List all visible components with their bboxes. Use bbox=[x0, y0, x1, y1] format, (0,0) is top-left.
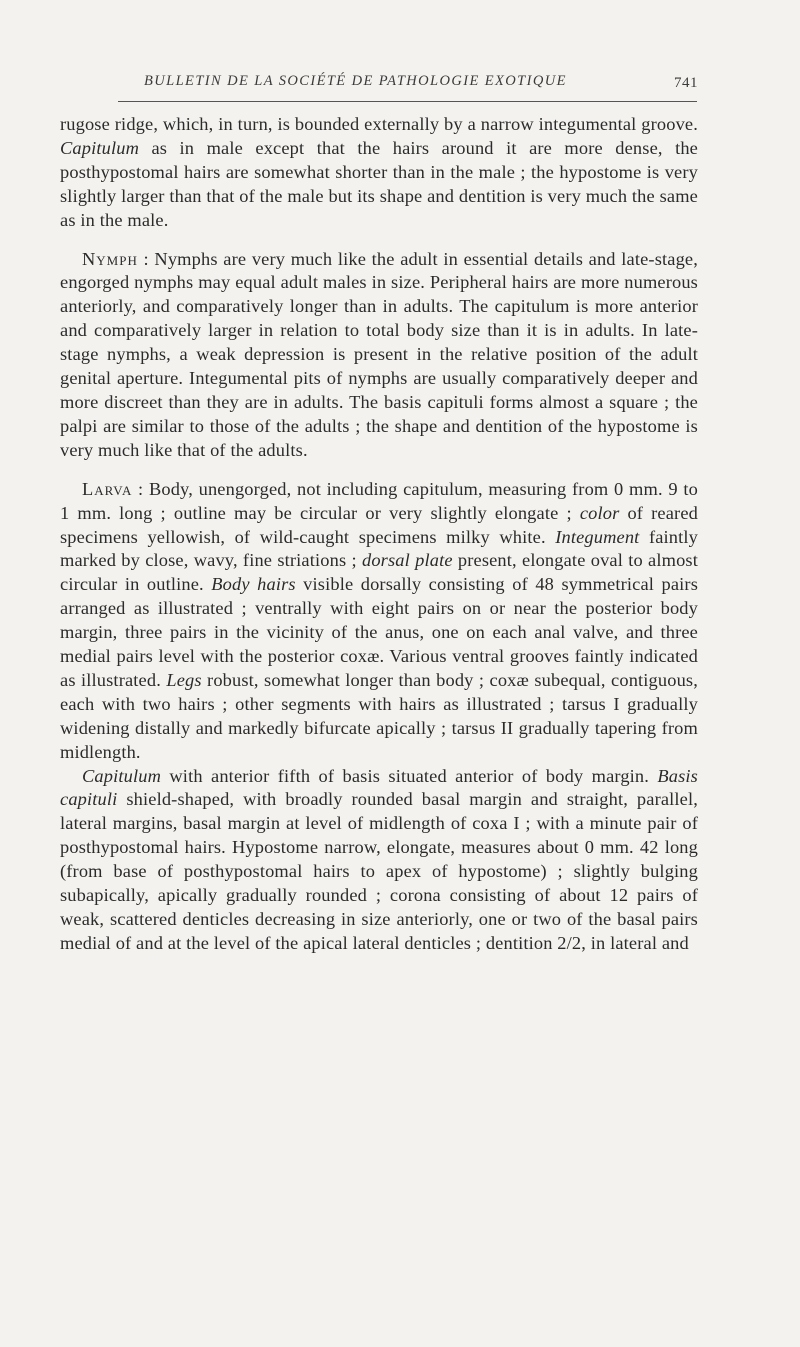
text-segment: : Nymphs are very much like the adult in essential details and late-stage, engorged nymphs may equal adult males in size. Peripheral hairs are more numerous anteriorly, and comparatively longer than in adults. The capitulum is more anterior and comparatively larger in relation to total body size than it is in adults. In late-stage nymphs, a weak depression is present in the relative position of the adult genital aperture. Integumental pits of nymphs are usually comparatively deeper and more discreet than they are in adults. The basis capituli forms almost a square ; the palpi are similar to those of the adults ; the shape and dentition of the hypostome is very much like that of the adults. bbox=[60, 248, 698, 460]
section-label-nymph: Nymph bbox=[82, 248, 138, 269]
term-dorsal-plate: dorsal plate bbox=[361, 550, 453, 571]
text-segment: present, elongate oval to almost circular in outline. bbox=[60, 550, 698, 595]
term-capitulum: Capitulum bbox=[82, 765, 162, 786]
text-segment: as in male except that the hairs around it are more dense, the posthypostomal hairs are somewhat shorter than in the male ; the hypostome is very slightly larger than that of the male but its shape and dentition is very much the same as in the male. bbox=[60, 137, 698, 230]
term-capitulum: Capitulum bbox=[60, 137, 140, 158]
paragraph-nymph bbox=[60, 248, 698, 463]
text-segment: rugose ridge, which, in turn, is bounded externally by a narrow integumental groove. bbox=[60, 114, 698, 134]
page-number: 741 bbox=[674, 75, 698, 91]
term-color: color bbox=[579, 502, 620, 523]
paragraph-adult-female-capitulum bbox=[60, 113, 698, 233]
text-segment: : Body, unengorged, not including capitulum, measuring from 0 mm. 9 to 1 mm. long ; outline may be circular or very slightly elongate ; bbox=[60, 478, 698, 523]
running-title: BULLETIN DE LA SOCIÉTÉ DE PATHOLOGIE EXOTIQUE bbox=[144, 73, 567, 89]
term-body-hairs: Body hairs bbox=[211, 574, 296, 595]
text-segment: visible dorsally consisting of 48 symmetrical pairs arranged as illustrated ; ventrally with eight pairs on or near the posterior body margin, three pairs in the vicinity of the anus, one on each anal valve, and three medial pairs level with the posterior coxæ. Various ventral grooves faintly indicated as illustrated. bbox=[60, 574, 699, 690]
paragraph-larva-capitulum bbox=[60, 765, 698, 956]
header-rule bbox=[118, 101, 697, 102]
text-segment: shield-shaped, with broadly rounded basal margin and straight, parallel, lateral margins, basal margin at level of midlength of coxa I ; with a minute pair of posthypostomal hairs. Hypostome narrow, elongate, measures about 0 mm. 42 long (from base of posthypostomal hairs to apex of hypostome) ; slightly bulging subapically, apically gradually rounded ; corona consisting of about 12 pairs of weak, scattered denticles decreasing in size anteriorly, one or two of the basal pairs medial of and at the level of the apical lateral denticles ; dentition 2/2, in lateral and bbox=[60, 789, 698, 953]
paragraph-larva bbox=[60, 478, 698, 765]
article-body bbox=[60, 113, 698, 956]
term-legs: Legs bbox=[166, 669, 202, 690]
term-integument: Integument bbox=[555, 526, 640, 547]
section-label-larva: Larva bbox=[82, 478, 133, 499]
text-segment: robust, somewhat longer than body ; coxæ subequal, contiguous, each with two hairs ; other segments with hairs as illustrated ; tarsus I gradually widening distally and markedly bifurcate apically ; tarsus II gradually tapering from midlength. bbox=[60, 669, 698, 762]
running-header bbox=[118, 73, 698, 97]
text-segment: with anterior fifth of basis situated anterior of body margin. bbox=[161, 765, 658, 786]
text-segment: of reared specimens yellowish, of wild-caught specimens milky white. bbox=[60, 502, 698, 547]
text-segment: faintly marked by close, wavy, fine striations ; bbox=[60, 526, 698, 571]
term-basis-capituli: Basis capituli bbox=[60, 765, 698, 810]
